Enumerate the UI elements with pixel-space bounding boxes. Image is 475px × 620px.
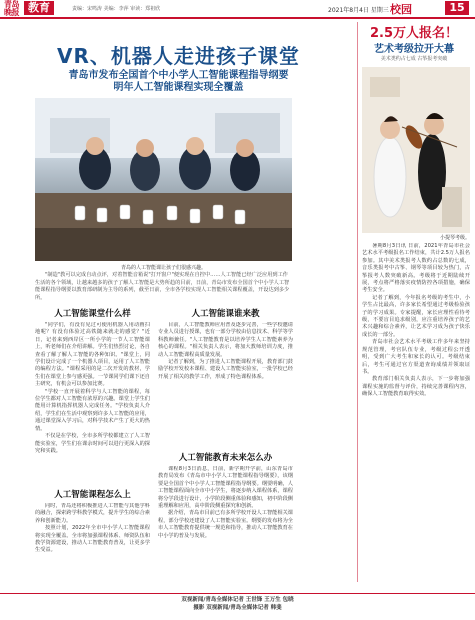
side-headline: 2.5万人报名！ [369,26,459,41]
article-column-middle-lower [158,466,293,578]
footer-divider [0,593,475,594]
side-deck: 美术类约占七成 古筝报考突破 [380,56,448,62]
footer-credit-line-2: 摄影 双视新闻/青岛全媒体记者 韩斐 [193,605,282,611]
classroom-illustration [35,98,292,261]
article-paragraph: 青岛市社会艺术水平考级工作多年来坚持规范管理，考官队伍专业，考级过程公开透明，受到广大考生和家长的认可。考级结束后，考生可通过官方渠道查询成绩并领取证书。 [362,339,470,375]
article-paragraph: 教育部门相关负责人表示，下一步将加强课程实施的监督与评价，持续完善课程内容，确保人工智能教育取得实效。 [362,376,470,398]
page-number: 15 [445,1,469,15]
article-paragraph: 同时，青岛还将积极推进人工智能与其他学科的融合，探索跨学科教学模式，提升学生的综合素养和创新能力。 [35,503,150,524]
side-subheadline: 艺术考级拉开大幕 [374,44,454,55]
page-header [0,0,475,17]
violin-photo-caption: 小提琴考级。 [439,235,470,241]
section-heading-what: 人工智能课堂什么样 [54,309,131,319]
section-label: 教育 [24,1,54,15]
footer-credit-line-1: 双视新闻/青岛全媒体记者 王世锋 王万生 包晓 [181,597,294,603]
header-divider [0,17,475,19]
article-paragraph: 暑期8月3日讯 日前，2021年青岛市社会艺术水平考级报名工作结束，共计2.5万人报名参加。其中美术类报考人数约占总数的七成，音乐类报考中古筝、钢琴等项目较为热门，古筝报考人数突破新高。考级将于近期陆续开展，考点将严格落实疫情防控各项措施，确保考生安全。 [362,243,470,294]
article-paragraph: 据介绍，青岛市目前已有多所学校开设人工智能相关课程，部分学校还建设了人工智能实验室。纲要的发布将为全市人工智能教育提供统一规范和指导，推动人工智能教育在中小学的普及与发展。 [158,510,293,539]
main-subheadline-1: 青岛市发布全国首个中小学人工智能课程指导纲要 [68,70,289,81]
issue-date: 2021年8月4日 星期三 [328,7,389,14]
newspaper-logo [4,2,22,15]
article-column-middle [158,322,293,447]
article-column-left [35,322,150,482]
section-heading-why: 人工智能课谁来教 [191,309,260,319]
lead-paragraph: "制造"教可以完成自动点评，对着智能音箱说"打开窗户"便实现在自控中……人工智能已经广泛应用到工作生活的各个领域，让越来越多的孩子了解人工智能是大势所趋的目前，日前，青岛市发布全国首个中小学人工智能课程指导纲要以教育部研制为主导的系列，截至日前，全市各学校实现人工智能相关课程覆盖，开设达到多少所。 [35,272,290,301]
section-heading-plan: 人工智能教育未来怎么办 [178,453,273,463]
main-headline: VR、机器人走进孩子课堂 [57,44,300,68]
violin-illustration [362,67,470,233]
article-paragraph: 目前，人工智能教师应用普及逐步完善，一些学校邀请专业人员进行授课，也有一部分学校由信息技术、科学等学科教师兼任。"人工智能教育是以培养学生人工智能素养为核心的课程。"相关负责人表示，将加大教师培训力度，推动人工智能课程高质量发展。 [158,322,293,358]
classroom-photo [35,98,292,261]
article-paragraph: 记者了解到，为了推进人工智能课程开展，教育部门鼓励学校开发校本课程、建设人工智能实验室，一批学校已经开展了相关的教学工作，形成了特色课程体系。 [158,359,293,380]
page-footer [0,596,475,612]
article-paragraph: "学校一直开展着科学与人工智能的课程，每位学生都对人工智能有浓厚的兴趣。课堂上学生们能用计算机指挥机器人完成任务。"学校负责人介绍，学生们在生活中观察到许多人工智能的应用，通过课堂深入学习后，对科学技术产生了更大的热情。 [35,388,150,432]
column-divider [357,22,358,582]
violin-exam-photo [362,67,470,233]
article-column-left-lower [35,503,150,591]
article-paragraph: 按照计划，2022年全市中小学人工智能课程将实现全覆盖。全市将加强课程体系、师资队伍和教学资源建设，推动人工智能教育普及，让更多学生受益。 [35,525,150,554]
column-name: 校园 [390,3,412,16]
editor-credits: 责编：宋鸣涛 美编：李萍 审读：郑祖欣 [72,6,161,12]
logo-text: 青岛晚报 [4,0,19,17]
main-subheadline-2: 明年人工智能课程实现全覆盖 [113,82,244,93]
section-heading-coverage: 人工智能课程怎么上 [54,490,131,500]
article-paragraph: 记者了解到，今年报名考级的考生中，小学生占比最高，许多家长希望通过考级检验孩子的学习成果。专家提醒，家长应理性看待考级，不要盲目追求级别，应注重培养孩子的艺术兴趣和综合素养，让艺术学习成为孩子快乐成长的一部分。 [362,294,470,338]
article-paragraph: "同学们，有没有见过可使用机器人用动画扫地呢？有没有体验过高铁随来就走的感觉？"近日，记者来到西岸区一所小学的一节人工智能课上，听老师们在介绍讲解。学生们热烈讨论，各自查看了解了解人工智能的各种知识。"课堂上，同学们设计完成了一个机器人项目，运用了人工智能的编程方法。"课程采用的是二次开发的教材，学生们在课堂上参与感更强。一节课同学们课下还自主研究，有机会可以参加比赛。 [35,322,150,388]
article-paragraph: 课程8月3日消息，日前，新学期开学前，山东青岛市教育局发布《青岛市中小学人工智能课程指导纲要》，该纲要是全国首个中小学人工智能课程指导纲要。纲要明确，人工智能课程面向全市中小学生，将逐步纳入课程体系，课程将分学段进行设计，小学阶段侧重体验和感知，初中阶段侧重理解和应用，高中阶段侧重探究和创新。 [158,466,293,510]
classroom-photo-caption: 青岛的人工智能课让孩子们很感兴趣。 [120,265,206,271]
side-article-column [362,243,470,588]
article-paragraph: 不仅是在学校，全市多所学校都建立了人工智能实验室，学生们在课余时间可以进行更深入的探究和实践。 [35,433,150,454]
